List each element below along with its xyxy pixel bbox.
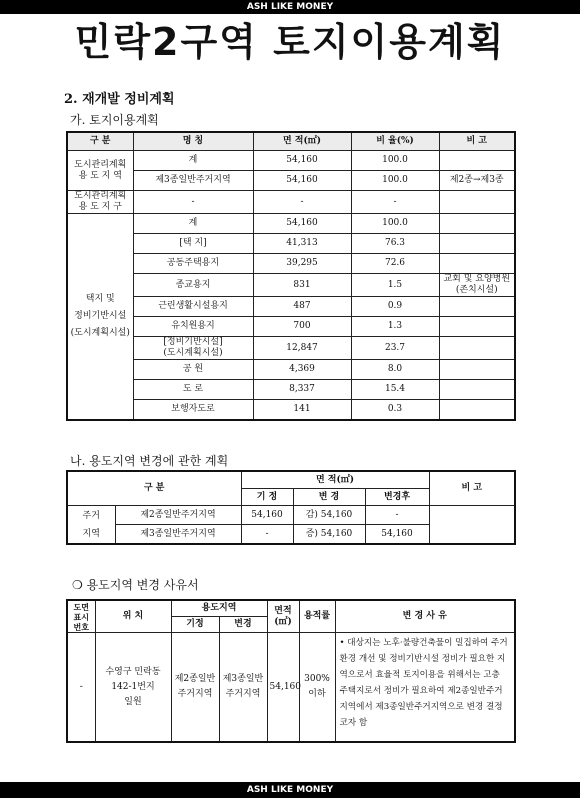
col-existing: 기 정 xyxy=(241,489,293,506)
table-row xyxy=(67,317,515,337)
cell-existing: - xyxy=(241,525,293,545)
cell-ratio: 1.3 xyxy=(351,317,439,337)
cell-area: 12,847 xyxy=(253,337,351,360)
cell-note xyxy=(439,191,515,214)
table-row xyxy=(67,171,515,191)
section-heading: 2. 재개발 정비계획 xyxy=(64,92,175,107)
page-title: 민락2구역 토지이용계획 xyxy=(74,20,506,64)
cell-note xyxy=(439,151,515,171)
table-row xyxy=(67,337,515,360)
cell-name: 공 원 xyxy=(133,360,253,380)
cell-name: 유치원용지 xyxy=(133,317,253,337)
table-row xyxy=(67,506,515,525)
col-change: 변 경 xyxy=(293,489,365,506)
cell-reason: • 대상지는 노후·불량건축물이 밀집하여 주거환경 개선 및 정비기반시설 정비가 필요한 지역으로서 효율적 토지이용을 위해서는 고층 주택지로서 정비가 필요하여 제2종일반주거지역에서 제3종일반주거지역으로 변경 결정코자 함 xyxy=(335,633,515,743)
group-label: 도시관리계획 용 도 지 역 xyxy=(67,151,133,191)
table-row xyxy=(67,151,515,171)
cell-area: 8,337 xyxy=(253,380,351,400)
col-area: 면적 (㎡) xyxy=(267,600,299,633)
cell-change: 증) 54,160 xyxy=(293,525,365,545)
cell-name: 종교용지 xyxy=(133,274,253,297)
group-label: 주거 지역 xyxy=(67,506,115,545)
cell-name: 제3종일반주거지역 xyxy=(133,171,253,191)
subsection-zone-change: 나. 용도지역 변경에 관한 계획 xyxy=(70,454,229,468)
cell-area: 141 xyxy=(253,400,351,421)
cell-name: 계 xyxy=(133,151,253,171)
cell-note xyxy=(439,214,515,234)
cell-area: 54,160 xyxy=(253,171,351,191)
col-note: 비 고 xyxy=(429,471,515,506)
cell-note xyxy=(439,360,515,380)
cell-note xyxy=(429,506,515,545)
footer-banner: ASH LIKE MONEY xyxy=(0,782,580,798)
cell-existing: 54,160 xyxy=(241,506,293,525)
cell-ratio: 0.9 xyxy=(351,297,439,317)
cell-area: 487 xyxy=(253,297,351,317)
header-banner: ASH LIKE MONEY xyxy=(0,0,580,14)
cell-note xyxy=(439,337,515,360)
cell-location: 수영구 민락동 142-1번지 일원 xyxy=(95,633,171,743)
cell-after: - xyxy=(365,506,429,525)
table-header-row xyxy=(67,600,515,617)
col-area: 면 적(㎡) xyxy=(241,471,429,489)
table-header-row xyxy=(67,471,515,489)
cell-name: 근린생활시설용지 xyxy=(133,297,253,317)
cell-area: - xyxy=(253,191,351,214)
cell-name: 공동주택용지 xyxy=(133,254,253,274)
cell-area: 54,160 xyxy=(253,151,351,171)
table-row xyxy=(67,297,515,317)
cell-area: 831 xyxy=(253,274,351,297)
group-label: 택지 및 정비기반시설 (도시계획시설) xyxy=(67,214,133,421)
cell-name: 도 로 xyxy=(133,380,253,400)
cell-note: 교회 및 요양병원 (존치시설) xyxy=(439,274,515,297)
table-row xyxy=(67,274,515,297)
col-location: 위 치 xyxy=(95,600,171,633)
land-use-table xyxy=(66,131,516,421)
cell-name: 계 xyxy=(133,214,253,234)
table-row xyxy=(67,234,515,254)
table-row xyxy=(67,400,515,421)
col-name: 명 칭 xyxy=(133,132,253,151)
cell-change: 감) 54,160 xyxy=(293,506,365,525)
zone-change-table xyxy=(66,470,516,545)
cell-area: 54,160 xyxy=(253,214,351,234)
col-map-no: 도면 표시 번호 xyxy=(67,600,95,633)
cell-note xyxy=(439,254,515,274)
col-zone: 용도지역 xyxy=(171,600,267,617)
cell-after: 54,160 xyxy=(365,525,429,545)
col-reason: 변 경 사 유 xyxy=(335,600,515,633)
cell-area: 4,369 xyxy=(253,360,351,380)
col-category: 구 분 xyxy=(67,132,133,151)
cell-name: [정비기반시설] (도시계획시설) xyxy=(133,337,253,360)
cell-name: - xyxy=(133,191,253,214)
change-reason-table xyxy=(66,599,516,743)
col-category: 구 분 xyxy=(67,471,241,506)
table-row xyxy=(67,360,515,380)
cell-ratio: 23.7 xyxy=(351,337,439,360)
cell-change: 제3종일반 주거지역 xyxy=(219,633,267,743)
cell-area: 54,160 xyxy=(267,633,299,743)
table-row xyxy=(67,214,515,234)
cell-ratio: 100.0 xyxy=(351,214,439,234)
cell-ratio: 100.0 xyxy=(351,171,439,191)
cell-existing: 제2종일반 주거지역 xyxy=(171,633,219,743)
cell-ratio: 72.6 xyxy=(351,254,439,274)
cell-note xyxy=(439,380,515,400)
table-row xyxy=(67,633,515,743)
cell-ratio: - xyxy=(351,191,439,214)
subsection-land-use: 가. 토지이용계획 xyxy=(70,113,159,127)
table-row xyxy=(67,191,515,214)
col-existing: 기정 xyxy=(171,617,219,633)
table-row xyxy=(67,380,515,400)
cell-ratio: 0.3 xyxy=(351,400,439,421)
col-ratio: 비 율(%) xyxy=(351,132,439,151)
col-far: 용적률 xyxy=(299,600,335,633)
cell-name: 보행자도로 xyxy=(133,400,253,421)
subsection-change-reason: ❍ 용도지역 변경 사유서 xyxy=(72,578,199,592)
col-area: 면 적(㎡) xyxy=(253,132,351,151)
cell-note xyxy=(439,234,515,254)
col-after: 변경후 xyxy=(365,489,429,506)
cell-note xyxy=(439,297,515,317)
cell-ratio: 76.3 xyxy=(351,234,439,254)
cell-ratio: 15.4 xyxy=(351,380,439,400)
cell-name: 제2종일반주거지역 xyxy=(115,506,241,525)
cell-ratio: 8.0 xyxy=(351,360,439,380)
table-header-row xyxy=(67,132,515,151)
cell-far: 300% 이하 xyxy=(299,633,335,743)
table-row xyxy=(67,254,515,274)
cell-name: 제3종일반주거지역 xyxy=(115,525,241,545)
col-change: 변경 xyxy=(219,617,267,633)
cell-map-no: - xyxy=(67,633,95,743)
cell-name: [택 지] xyxy=(133,234,253,254)
cell-ratio: 1.5 xyxy=(351,274,439,297)
cell-note xyxy=(439,400,515,421)
col-note: 비 고 xyxy=(439,132,515,151)
cell-ratio: 100.0 xyxy=(351,151,439,171)
cell-area: 700 xyxy=(253,317,351,337)
cell-area: 39,295 xyxy=(253,254,351,274)
group-label: 도시관리계획 용 도 지 구 xyxy=(67,191,133,214)
cell-area: 41,313 xyxy=(253,234,351,254)
cell-note xyxy=(439,317,515,337)
cell-note: 제2종→제3종 xyxy=(439,171,515,191)
